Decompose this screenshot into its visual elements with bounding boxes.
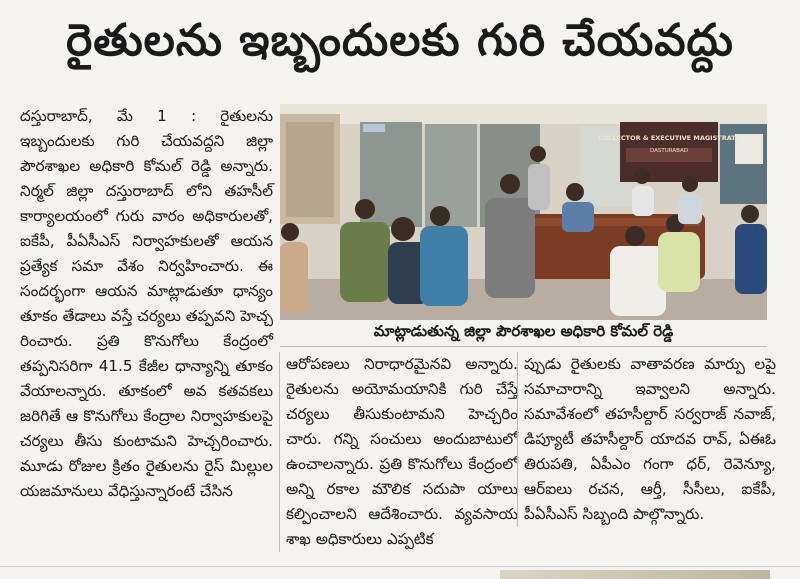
column-text: ఆరోపణలు నిరాధారమైనవి అన్నారు. రైతులను అయోమయానికి గురి చేస్తే చర్యలు తీసుకుంటామని హెచ్చరిం చారు. గన్ని సంచులు అందుబాటులో ఉంచాలన్నారు. ప్రతి కొనుగోలు కేంద్రంలో అన్ని రకాల మౌలిక సదుపా యాలు కల్పించాలని ఆదేశించారు. వ్యవసాయ శాఖ అధికారులు ఎప్పటిక bbox=[286, 355, 518, 548]
column-text: ప్పుడు రైతులకు వాతావరణ మార్పు లపై సమాచారాన్ని ఇవ్వాలని అన్నారు. సమావేశంలో తహసీల్దార్ సర్వరాజ్ నవాజ్, డిప్యూటీ తహసీల్దార్ యాదవ రావ్, ఏఈఓ తిరుపతి, ఏపీఎం గంగా ధర్, రెవెన్యూ, ఆర్ఐలు రచన, ఆర్తీ, సీసీలు, ఐకేపీ, పీఏసీఎస్ సిబ్బంది పాల్గొన్నారు. bbox=[524, 355, 776, 523]
article-column-3 bbox=[517, 352, 776, 527]
news-photo bbox=[280, 104, 767, 320]
photo-sign-subtext: DASTURABAD bbox=[650, 148, 688, 154]
article-column-2 bbox=[279, 352, 518, 552]
article-column-1 bbox=[20, 104, 273, 504]
photo-sign-text: COLLECTOR & EXECUTIVE MAGISTRATE bbox=[597, 134, 741, 142]
next-article-strip bbox=[500, 570, 770, 579]
photo-caption: మాట్లాడుతున్న జిల్లా పౌరశాఖల అధికారి కోమల్ రెడ్డి bbox=[280, 320, 767, 347]
column-text: దస్తురాబాద్, మే 1 : రైతులను ఇబ్బందులకు గురి చేయవద్దని జిల్లా పౌరశాఖల అధికారి కోమల్ రెడ్డి అన్నారు. నిర్మల్ జిల్లా దస్తురాబాద్ లోని తహసీల్ కార్యాలయంలో గురు వారం అధికారులతో, ఐకేపీ, పీఏసీఎస్ నిర్వాహకులతో ఆయన ప్రత్యేక సమా వేశం నిర్వహించారు. ఈ సందర్భంగా ఆయన మాట్లాడుతూ ధాన్యం తూకం తేడాలు వస్తే చర్యలు తప్పవని హెచ్చ రించారు. ప్రతి కొనుగోలు కేంద్రంలో తప్పనిసరిగా 41.5 కేజీల ధాన్యాన్ని తూకం వేయాలన్నారు. తూకంలో అవ కతవకలు జరిగితే ఆ కొనుగోలు కేంద్రాల నిర్వాహకులపై చర్యలు తీసు కుంటామని హెచ్చరించారు. మూడు రోజుల క్రితం రైతులను రైస్ మిల్లుల యజమానులు వేధిస్తున్నారంటే చేసిన bbox=[20, 107, 273, 500]
bottom-divider bbox=[0, 566, 800, 567]
headline: రైతులను ఇబ్బందులకు గురి చేయవద్దు bbox=[66, 15, 734, 66]
